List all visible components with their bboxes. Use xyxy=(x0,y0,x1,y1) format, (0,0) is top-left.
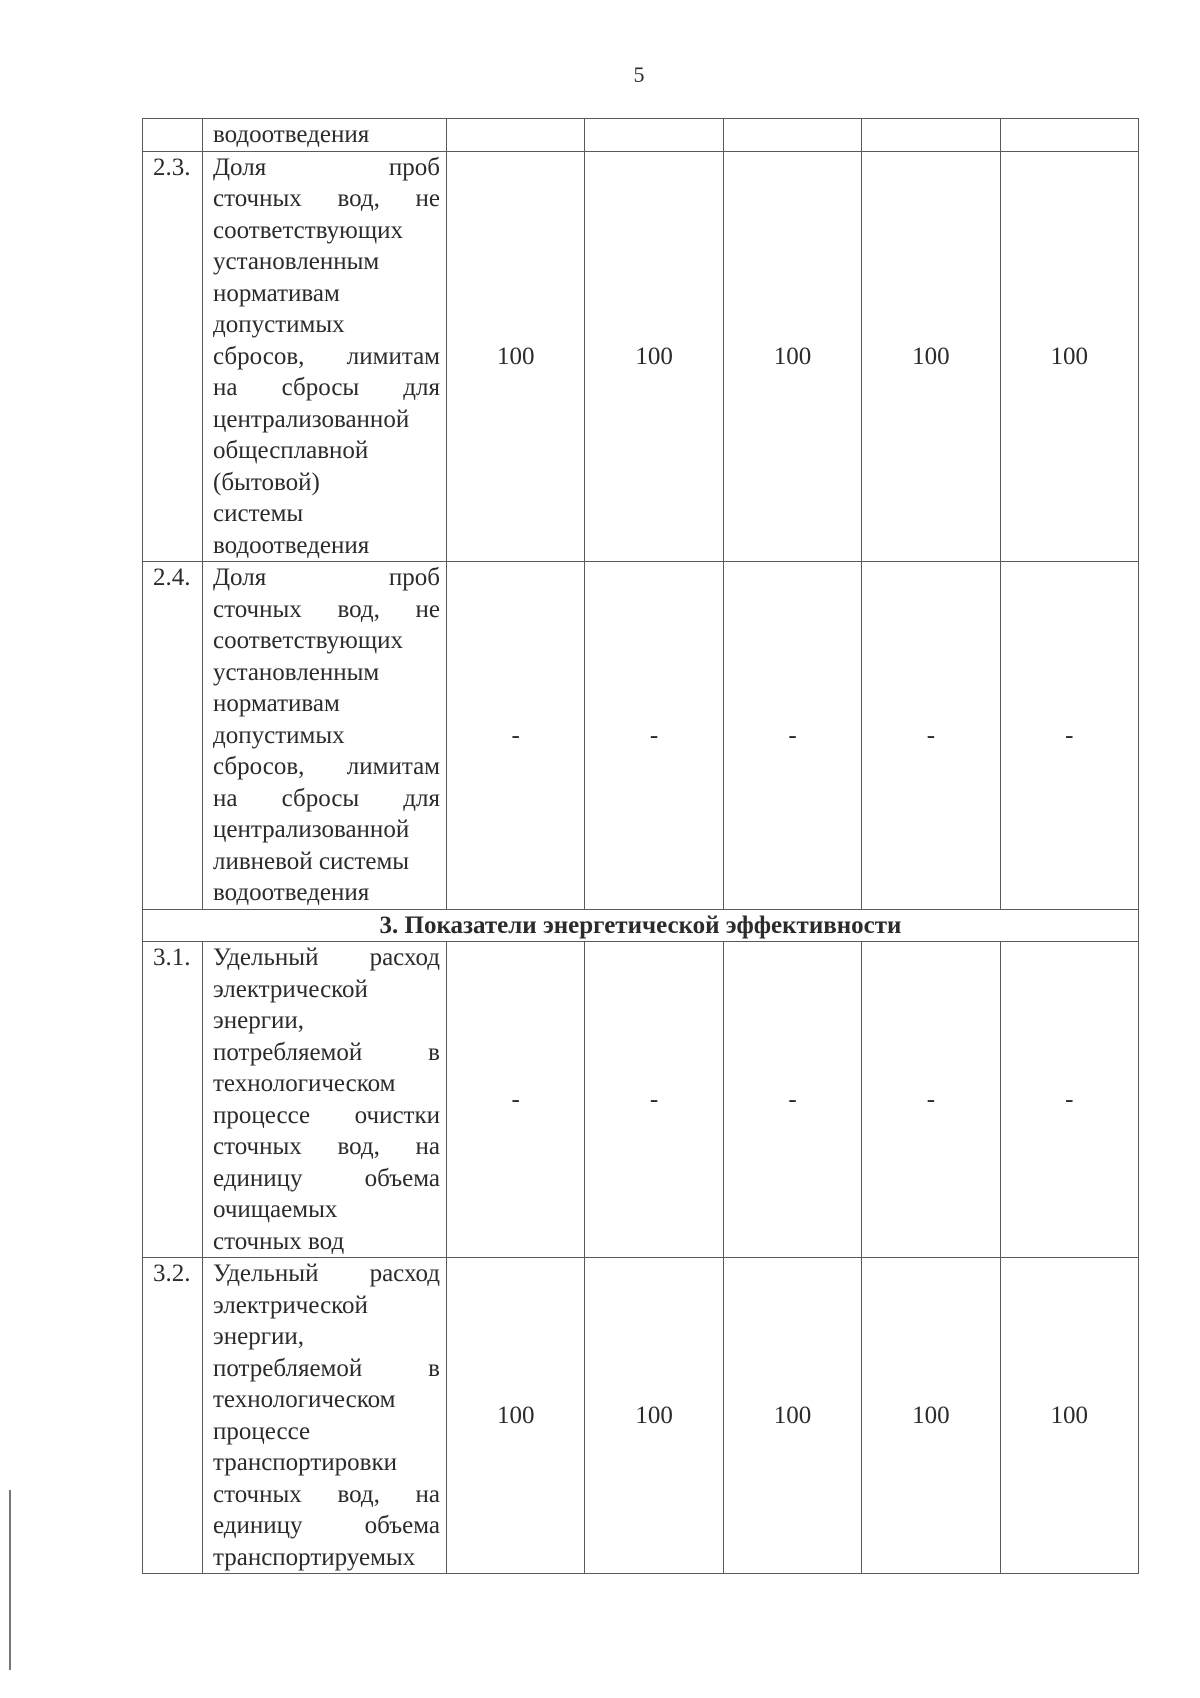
indicator-name-line: допустимых xyxy=(213,721,345,749)
value-cell: - xyxy=(862,942,1000,1258)
indicator-name-line: Удельный расход xyxy=(213,1260,440,1287)
indicator-name-line: Доля проб xyxy=(213,564,440,591)
indicator-name-line: соответствующих xyxy=(213,627,403,654)
indicator-name-line: сбросов, лимитам xyxy=(213,753,440,780)
value-cell: - xyxy=(862,562,1000,910)
section-title: 3. Показатели энергетической эффективности xyxy=(143,909,1139,942)
indicator-name-line: водоотведения xyxy=(213,531,370,559)
indicator-name-line: сточных вод, на xyxy=(213,1480,440,1508)
value-cell: 100 xyxy=(1000,151,1138,562)
indicator-name xyxy=(203,562,447,910)
indicator-name-line: установленным xyxy=(213,658,380,686)
indicator-name-line: потребляемой в xyxy=(213,1038,440,1066)
value-cell: - xyxy=(723,942,861,1258)
value-cell: - xyxy=(585,562,723,910)
value-cell: - xyxy=(723,562,861,910)
indicator-name-line: централизованной xyxy=(213,405,410,433)
indicator-name-line: системы xyxy=(213,500,304,527)
row-number: 3.1. xyxy=(143,942,203,1258)
indicator-name-line: сточных вод, не xyxy=(213,595,440,623)
table-row-2-4 xyxy=(143,562,1139,910)
indicator-name-line: нормативам xyxy=(213,690,340,717)
value-cell: 100 xyxy=(862,1258,1000,1574)
indicator-name-line: допустимых xyxy=(213,311,345,338)
indicator-name-line: единицу объема xyxy=(213,1512,440,1539)
indicator-name-line: (бытовой) xyxy=(213,468,320,496)
value-cell: 100 xyxy=(447,151,585,562)
indicator-name-line: технологическом xyxy=(213,1070,396,1097)
value-cell: 100 xyxy=(862,151,1000,562)
value-cell: - xyxy=(1000,942,1138,1258)
indicator-name-line: водоотведения xyxy=(213,879,370,906)
value-cell xyxy=(447,119,585,152)
scan-margin-line xyxy=(9,1490,11,1670)
indicator-name-line: ливневой системы xyxy=(213,847,410,875)
page-number: 5 xyxy=(633,62,645,87)
indicator-name xyxy=(203,1258,447,1574)
section-header-row xyxy=(143,909,1139,942)
indicator-name xyxy=(203,119,447,152)
indicator-name-line: Доля проб xyxy=(213,153,440,181)
indicator-name-line: единицу объема xyxy=(213,1164,440,1192)
row-number xyxy=(143,119,203,152)
indicator-name-line: сточных вод xyxy=(213,1227,345,1255)
indicator-name-line: сточных вод, на xyxy=(213,1133,440,1160)
indicator-name-line: потребляемой в xyxy=(213,1354,440,1382)
indicator-name-line: технологическом xyxy=(213,1386,396,1413)
row-number: 2.3. xyxy=(143,151,203,562)
value-cell: 100 xyxy=(723,151,861,562)
indicator-name-line: общесплавной xyxy=(213,437,369,464)
value-cell xyxy=(1000,119,1138,152)
row-number: 3.2. xyxy=(143,1258,203,1574)
row-number: 2.4. xyxy=(143,562,203,910)
indicator-name-line: процессе очистки xyxy=(213,1101,440,1129)
indicator-name-line: установленным xyxy=(213,248,380,275)
table-row-2-3 xyxy=(143,151,1139,562)
indicator-name-line: транспортируемых xyxy=(213,1543,416,1571)
indicator-name-line: сточных вод, не xyxy=(213,185,440,212)
value-cell: 100 xyxy=(723,1258,861,1574)
indicator-name-line: электрической xyxy=(213,1291,368,1319)
indicator-name xyxy=(203,151,447,562)
value-cell: 100 xyxy=(585,1258,723,1574)
value-cell: 100 xyxy=(447,1258,585,1574)
indicator-name-line: на сбросы для xyxy=(213,784,440,812)
indicator-name-line: процессе xyxy=(213,1417,311,1445)
indicator-name-line: энергии, xyxy=(213,1007,304,1034)
indicators-table xyxy=(142,118,1139,1574)
value-cell: - xyxy=(585,942,723,1258)
indicator-name-line: соответствующих xyxy=(213,216,403,244)
value-cell: - xyxy=(447,562,585,910)
indicator-name-line: сбросов, лимитам xyxy=(213,342,440,370)
value-cell: 100 xyxy=(1000,1258,1138,1574)
indicator-name-line: на сбросы для xyxy=(213,374,440,401)
value-cell: - xyxy=(447,942,585,1258)
value-cell: 100 xyxy=(585,151,723,562)
indicator-name-line: очищаемых xyxy=(213,1196,338,1223)
indicator-name-line: водоотведения xyxy=(213,121,370,148)
table-row-3-1 xyxy=(143,942,1139,1258)
table-row-continuation xyxy=(143,119,1139,152)
indicator-name-line: Удельный расход xyxy=(213,944,440,971)
indicator-name-line: нормативам xyxy=(213,279,340,307)
value-cell xyxy=(723,119,861,152)
indicator-name-line: транспортировки xyxy=(213,1449,397,1476)
value-cell xyxy=(862,119,1000,152)
value-cell: - xyxy=(1000,562,1138,910)
indicator-name-line: централизованной xyxy=(213,816,410,843)
indicator-name-line: электрической xyxy=(213,975,368,1003)
table-row-3-2 xyxy=(143,1258,1139,1574)
indicator-name-line: энергии, xyxy=(213,1323,304,1350)
indicator-name xyxy=(203,942,447,1258)
value-cell xyxy=(585,119,723,152)
